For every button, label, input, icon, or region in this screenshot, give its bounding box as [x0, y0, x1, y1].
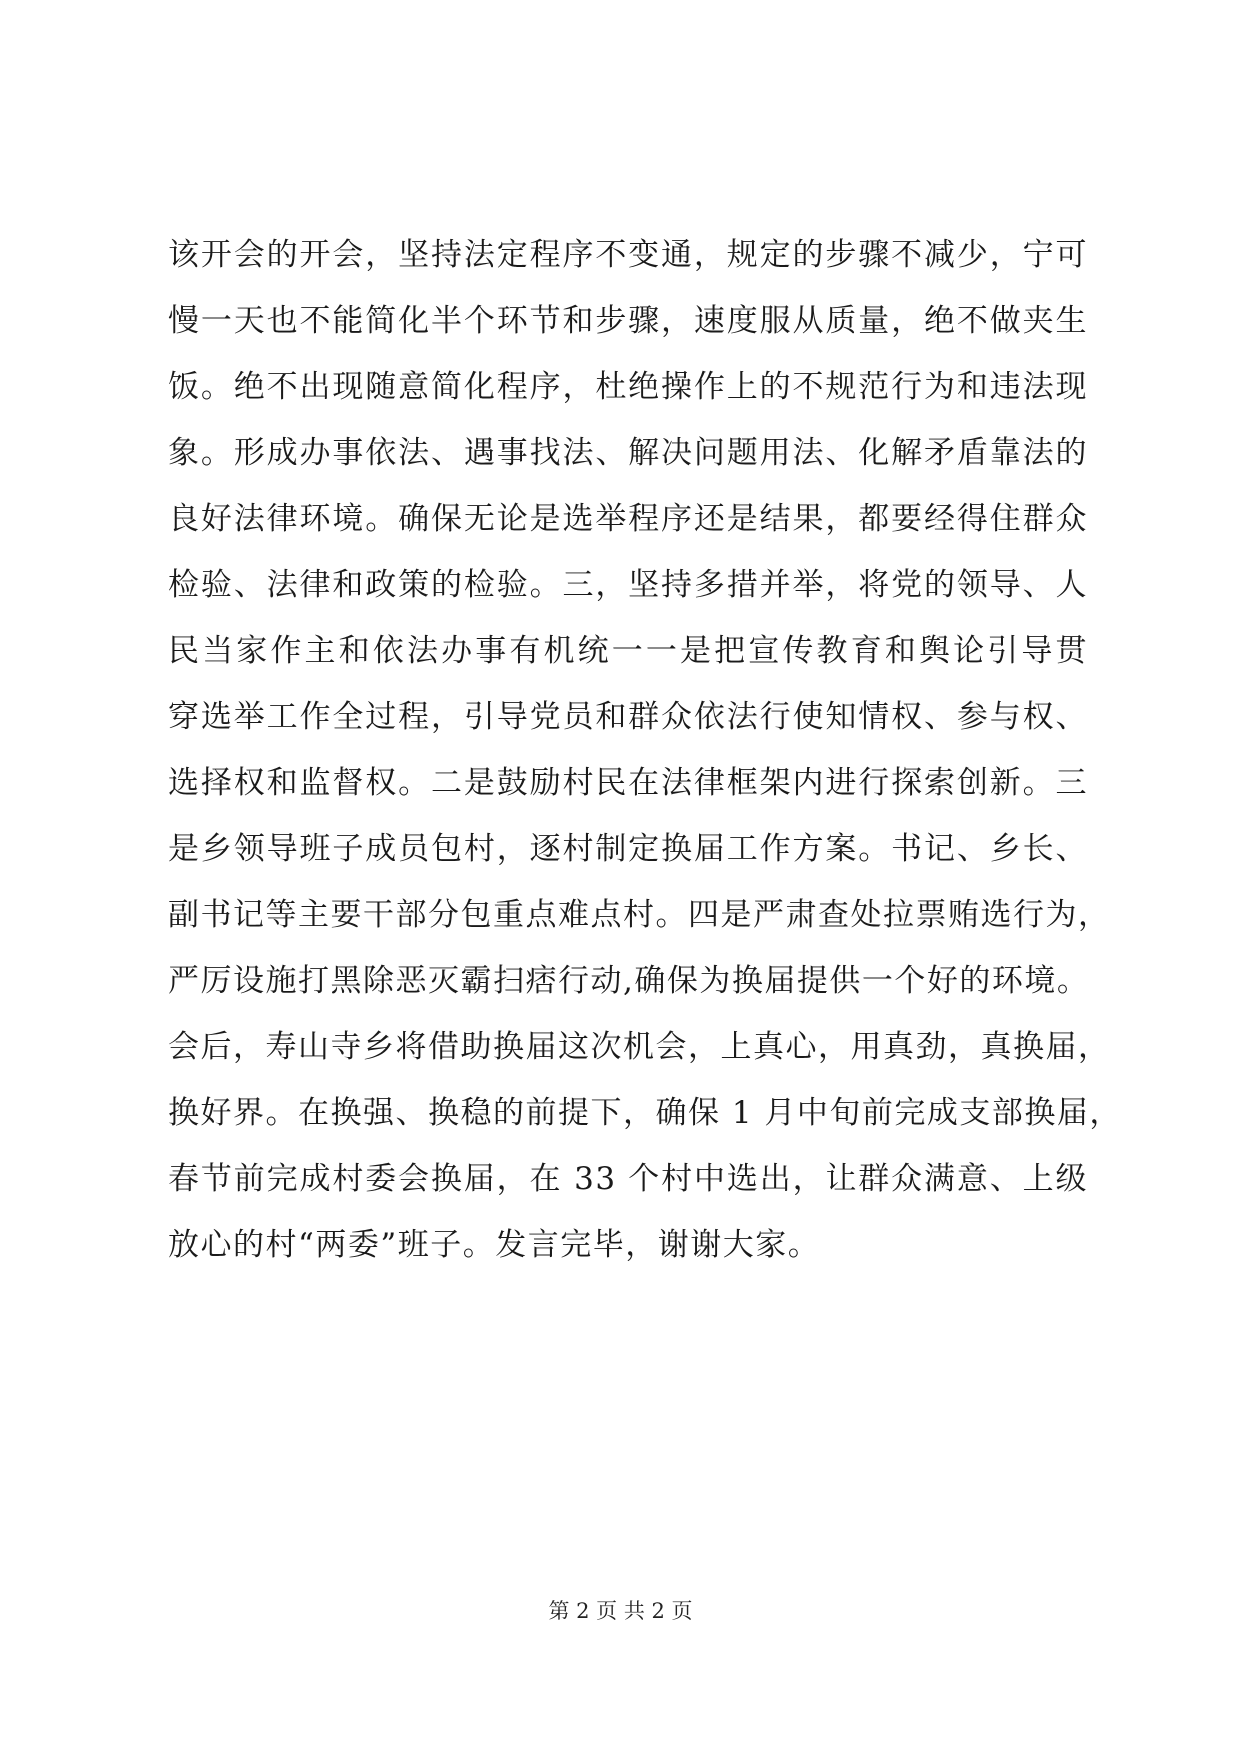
text-line: 是乡领导班子成员包村，逐村制定换届工作方案。书记、乡长、	[168, 831, 1088, 867]
text-line: 春节前完成村委会换届，在 33 个村中选出，让群众满意、上级	[168, 1161, 1088, 1197]
text-line: 民当家作主和依法办事有机统一一是把宣传教育和舆论引导贯	[168, 633, 1088, 669]
text-line-last: 放心的村“两委”班子。发言完毕，谢谢大家。	[168, 1227, 821, 1263]
text-line: 慢一天也不能简化半个环节和步骤，速度服从质量，绝不做夹生	[168, 303, 1088, 339]
text-line: 换好界。在换强、换稳的前提下，确保 1 月中旬前完成支部换届，	[168, 1095, 1122, 1131]
text-line: 选择权和监督权。二是鼓励村民在法律框架内进行探索创新。三	[168, 765, 1088, 801]
body-paragraph	[168, 222, 1122, 1278]
text-line: 会后，寿山寺乡将借助换届这次机会，上真心，用真劲，真换届，	[168, 1029, 1111, 1065]
text-line: 严厉设施打黑除恶灭霸扫痞行动,确保为换届提供一个好的环境。	[168, 963, 1090, 999]
text-line: 良好法律环境。确保无论是选举程序还是结果，都要经得住群众	[168, 501, 1088, 537]
text-line: 穿选举工作全过程，引导党员和群众依法行使知情权、参与权、	[168, 699, 1088, 735]
page-number-footer: 第 2 页 共 2 页	[548, 1599, 693, 1623]
text-line: 该开会的开会，坚持法定程序不变通，规定的步骤不减少，宁可	[168, 237, 1088, 273]
text-line: 饭。绝不出现随意简化程序，杜绝操作上的不规范行为和违法现	[168, 369, 1088, 405]
text-line: 象。形成办事依法、遇事找法、解决问题用法、化解矛盾靠法的	[168, 435, 1088, 471]
text-line: 检验、法律和政策的检验。三，坚持多措并举，将党的领导、人	[168, 567, 1088, 603]
text-line: 副书记等主要干部分包重点难点村。四是严肃查处拉票贿选行为，	[168, 897, 1111, 933]
